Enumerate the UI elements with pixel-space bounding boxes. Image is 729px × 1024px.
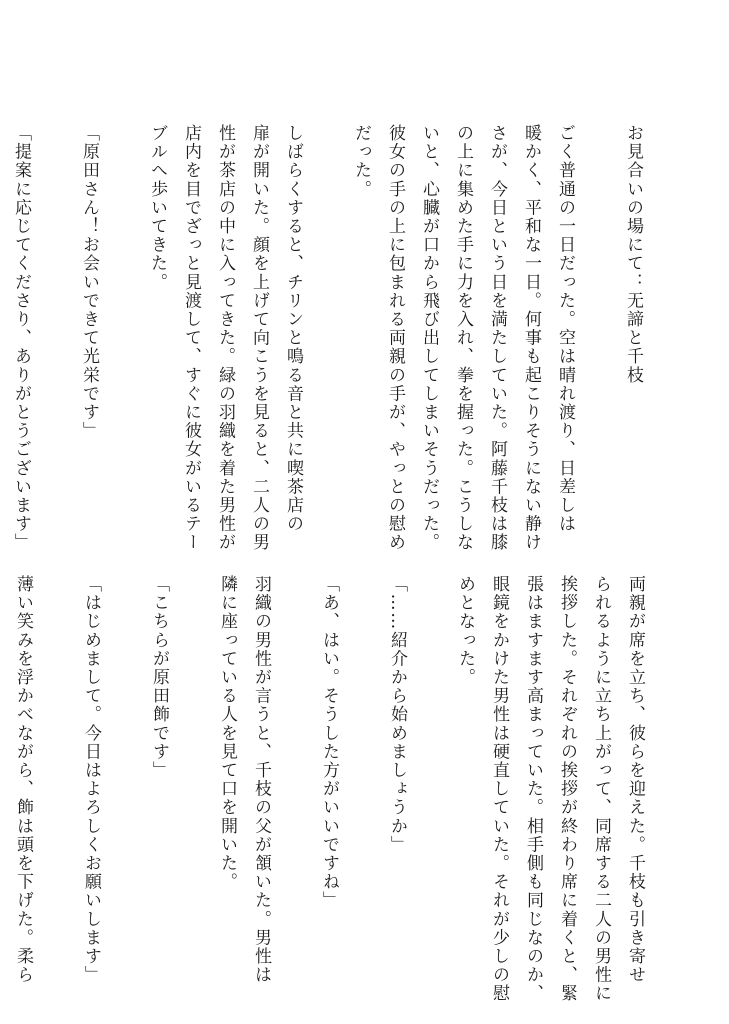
text-column — [582, 124, 616, 509]
text-column: 性が茶店の中に入ってきた。緑の羽織を着た男性が — [215, 124, 235, 552]
text-column: 「原田さん！お会いできて光栄です」 — [79, 124, 99, 441]
text-column: ごく普通の一日だった。空は晴れ渡り、日差しは — [555, 124, 575, 534]
text-column: 挨拶した。それぞれの挨拶が終わり席に着くと、緊 — [557, 575, 577, 1003]
text-column — [108, 575, 142, 930]
text-column: 薄い笑みを浮かべながら、飾は頭を下げた。柔ら — [13, 575, 33, 985]
text-column — [346, 575, 380, 930]
text-column — [310, 124, 344, 509]
text-column: 店内を目でざっと見渡して、すぐに彼女がいるテー — [181, 124, 201, 552]
text-block-bottom — [13, 575, 652, 1003]
text-column: 彼女の手の上に包まれる両親の手が、やっとの慰め — [385, 124, 405, 552]
text-column: 扉が開いた。顔を上げて向こうを見ると、二人の男 — [249, 124, 269, 552]
text-column: 「こちらが原田飾です」 — [149, 575, 169, 780]
text-column: 隣に座っている人を見て口を開いた。 — [217, 575, 237, 892]
text-column: 「提案に応じてくださり、ありがとうございます」 — [11, 124, 31, 552]
text-column: 「あ、はい。そうした方がいいですね」 — [319, 575, 339, 910]
text-column: 「……紹介から始めましょうか」 — [387, 575, 407, 854]
text-column: だった。 — [351, 124, 371, 199]
text-column: 張はますます高まっていた。相手側も同じなのか、 — [523, 575, 543, 1003]
text-column: 「はじめまして。今日はよろしくお願いします」 — [81, 575, 101, 985]
text-column: お見合いの場にて：无諦と千枝 — [623, 124, 643, 385]
text-column — [176, 575, 210, 930]
text-column: めとなった。 — [455, 575, 475, 687]
text-block-top — [11, 124, 650, 552]
text-column: ブルへ歩いてきた。 — [147, 124, 167, 292]
text-column: 両親が席を立ち、彼らを迎えた。千枝も引き寄せ — [625, 575, 645, 985]
text-column: 暖かく、平和な一日。何事も起こりそうにない静け — [521, 124, 541, 552]
text-column — [0, 575, 6, 930]
text-column — [414, 575, 448, 930]
text-column: の上に集めた手に力を入れ、拳を握った。こうしな — [453, 124, 473, 552]
text-column: 羽織の男性が言うと、千枝の父が頷いた。男性は — [251, 575, 271, 985]
text-column: しばらくすると、チリンと鳴る音と共に喫茶店の — [283, 124, 303, 534]
text-column — [40, 575, 74, 930]
text-column — [278, 575, 312, 930]
text-column — [106, 124, 140, 509]
text-column — [38, 124, 72, 509]
text-column: 眼鏡をかけた男性は硬直していた。それが少しの慰 — [489, 575, 509, 1003]
text-column: られるように立ち上がって、同席する二人の男性に — [591, 575, 611, 1003]
text-column: いと、心臓が口から飛び出してしまいそうだった。 — [419, 124, 439, 552]
text-column: さが、今日という日を満たしていた。阿藤千枝は膝 — [487, 124, 507, 552]
